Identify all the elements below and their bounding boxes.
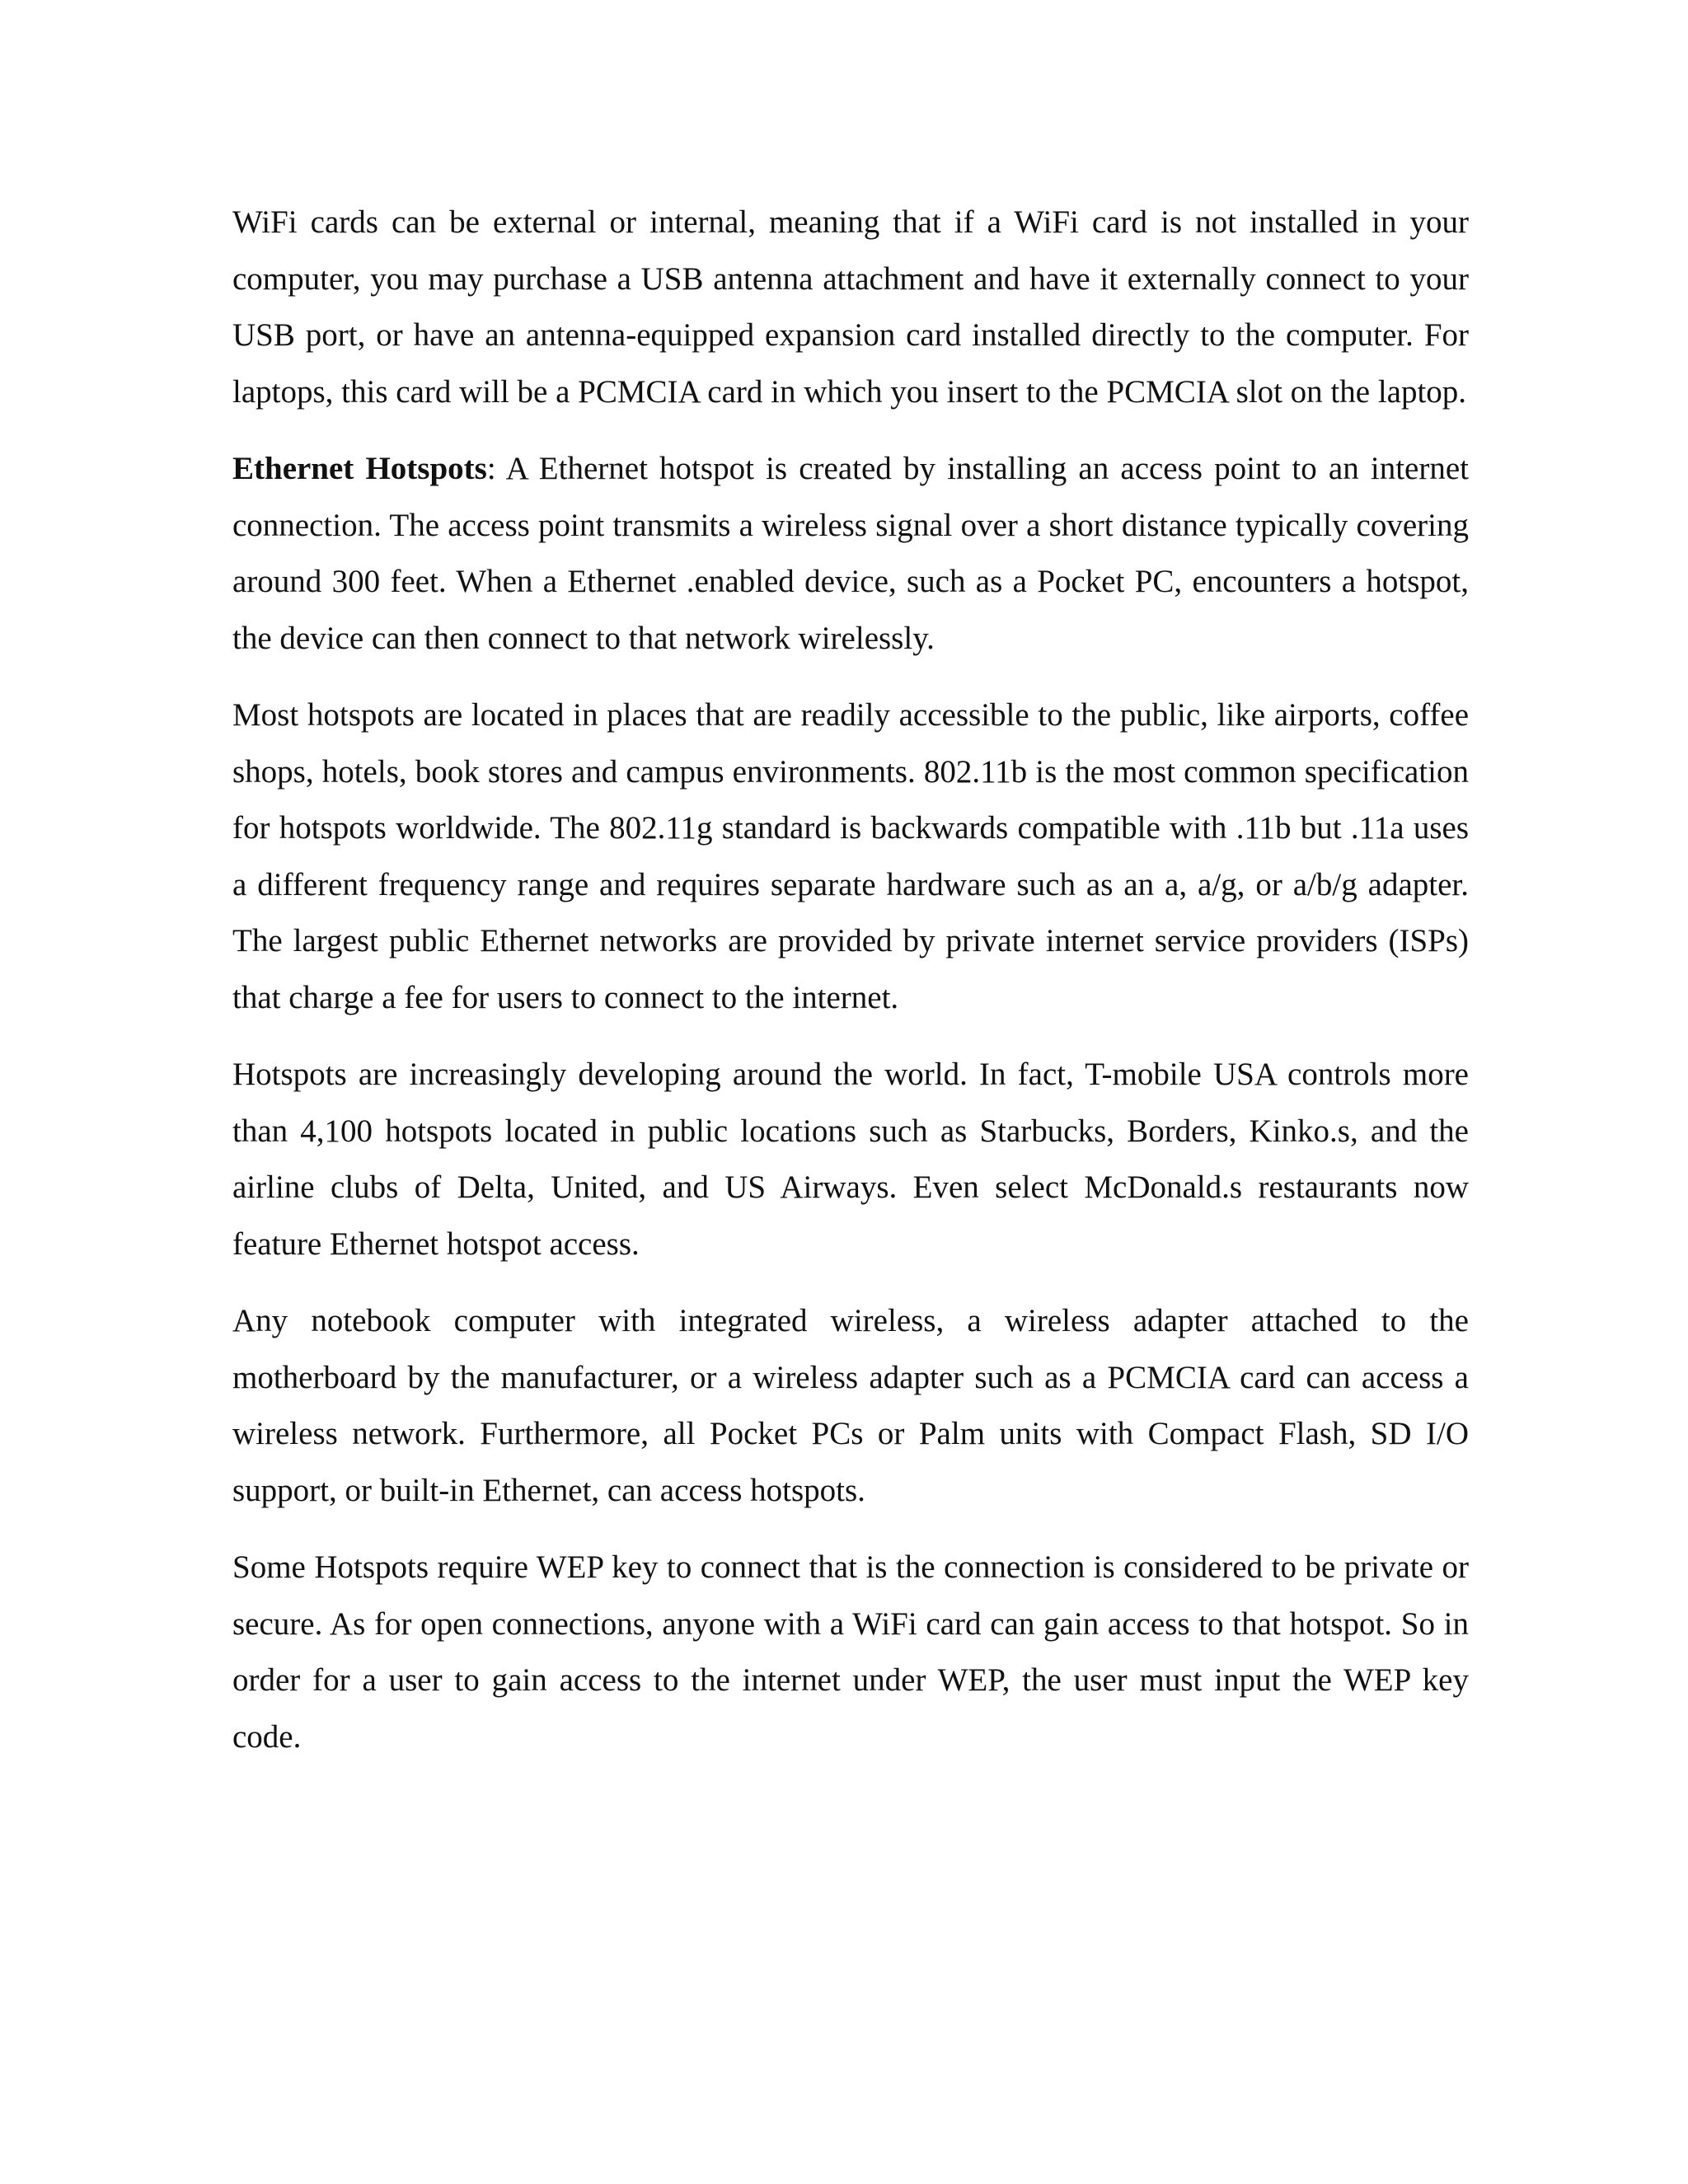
paragraph-hotspot-growth — [232, 1047, 1469, 1272]
paragraph-text: WiFi cards can be external or internal, meaning that if a WiFi card is not installed in your computer, you may purchase a USB antenna attachment and have it externally connect to your USB port, or have an antenna-equipped expansion card installed directly to the computer. For laptops, this card will be a PCMCIA card in which you insert to the PCMCIA slot on the laptop. — [232, 204, 1469, 410]
paragraph-device-access — [232, 1293, 1469, 1519]
document-body — [232, 194, 1469, 1786]
paragraph-text: Most hotspots are located in places that are readily accessible to the public, like airports, coffee shops, hotels, book stores and campus environments. 802.11b is the most common specification for hotspots worldwide. The 802.11g standard is backwards compatible with .11b but .11a uses a different frequency range and requires separate hardware such as an a, a/g, or a/b/g adapter. The largest public Ethernet networks are provided by private internet service providers (ISPs) that charge a fee for users to connect to the internet. — [232, 697, 1469, 1015]
paragraph-lead-term: Ethernet Hotspots — [232, 451, 487, 486]
paragraph-hotspot-locations — [232, 687, 1469, 1026]
paragraph-text: Any notebook computer with integrated wireless, a wireless adapter attached to the motherboard by the manufacturer, or a wireless adapter such as a PCMCIA card can access a wireless network. Furthermore, all Pocket PCs or Palm units with Compact Flash, SD I/O support, or built-in Ethernet, can access hotspots. — [232, 1303, 1469, 1508]
paragraph-text: : A Ethernet hotspot is created by installing an access point to an internet connection. The access point transmits a wireless signal over a short distance typically covering around 300 feet. When a Ethernet .enabled device, such as a Pocket PC, encounters a hotspot, the device can then connect to that network wirelessly. — [232, 451, 1469, 656]
paragraph-wep-key — [232, 1540, 1469, 1765]
paragraph-wifi-cards — [232, 194, 1469, 420]
paragraph-text: Hotspots are increasingly developing around the world. In fact, T-mobile USA controls more than 4,100 hotspots located in public locations such as Starbucks, Borders, Kinko.s, and the airline clubs of Delta, United, and US Airways. Even select McDonald.s restaurants now feature Ethernet hotspot access. — [232, 1057, 1469, 1262]
paragraph-ethernet-hotspots — [232, 441, 1469, 667]
paragraph-text: Some Hotspots require WEP key to connect that is the connection is considered to be private or secure. As for open connections, anyone with a WiFi card can gain access to that hotspot. So in order for a user to gain access to the internet under WEP, the user must input the WEP key code. — [232, 1549, 1469, 1755]
